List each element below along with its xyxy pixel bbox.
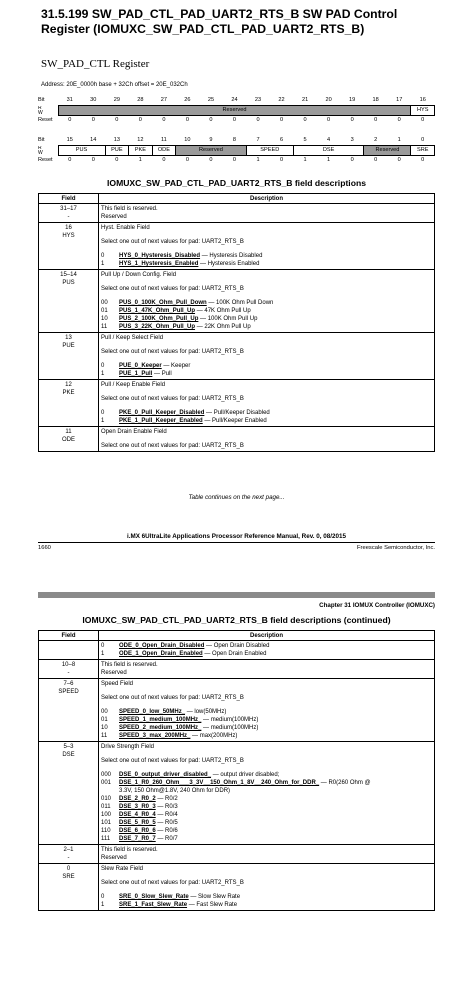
reset-val: 0 [279,157,284,163]
bit-num: 22 [278,97,285,103]
reset-val: 0 [68,117,72,123]
field-descriptions-table [38,193,435,452]
table-row [39,380,435,427]
register-diagram-upper [38,96,435,125]
value-code: 11 [101,733,108,739]
field-cell [39,223,99,270]
value-desc: — Fast Slew Rate [187,902,238,908]
value-code: 0 [101,643,105,649]
description-line: Reserved [101,855,127,861]
value-line [101,827,432,835]
value-line [101,787,432,795]
description-heading: Open Drain Enable Field [101,429,167,435]
table-continues: Table continues on the next page... [188,494,285,501]
bit-label: Bit [38,97,45,104]
value-desc: — 22K Ohm Pull Up [195,324,251,330]
field-bits: 2–1 [63,847,74,853]
col-field: Field [39,194,99,204]
value-line [101,811,432,819]
field-cell [39,380,99,427]
value-code: 00 [101,300,108,306]
table-row [39,270,435,333]
value-name: PKE_0_Pull_Keeper_Disabled [119,410,205,416]
field-bits: 10–8 [61,662,76,668]
reset-val: 1 [327,157,331,163]
upper-fields [38,106,435,116]
value-desc: — R0/7 [155,836,178,842]
value-line [101,803,432,811]
value-line [101,732,432,740]
value-code: 111 [101,836,111,842]
field-name: SRE [62,874,75,880]
value-desc: — Hysteresis Disabled [200,253,263,259]
field-bits: 31–17 [60,206,77,212]
reset-val: 0 [209,157,213,163]
description-heading: Pull Up / Down Config. Field [101,272,177,278]
value-desc: — 100K Ohm Pull Down [206,300,274,306]
value-line [101,708,432,716]
reset-val: 0 [421,117,425,123]
value-line [101,724,432,732]
field-cell [39,427,99,452]
reset-val: 0 [185,157,189,163]
col-field: Field [39,631,99,641]
value-name: SPEED_0_low_50MHz_ [119,709,186,715]
company-name: Freescale Semiconductor, Inc. [357,545,435,551]
description-cell [99,223,435,270]
value-desc: — medium(100MHz) [201,725,259,731]
value-line [101,901,432,909]
value-desc: — medium(100MHz) [201,717,259,723]
dse-field: DSE [293,146,364,156]
reset-val: 0 [421,157,425,163]
field-cell [39,679,99,742]
field-name: ODE [61,437,75,443]
rw-label: R W [38,105,43,116]
value-desc: — R0/6 [155,828,178,834]
col-description: Description [99,631,435,641]
description-cell [99,641,435,660]
value-name: SPEED_1_medium_100MHz_ [119,717,202,723]
field-name: DSE [62,752,75,758]
value-name: HYS_1_Hysteresis_Enabled [119,261,199,267]
table-row [39,204,435,223]
description-cell [99,742,435,845]
table-header [39,631,435,641]
value-code: 0 [101,894,105,900]
pke-field: PKE [129,146,153,156]
field-bits: 0 [66,866,71,872]
value-code: 00 [101,709,108,715]
value-line [101,650,432,658]
field-name: - [67,214,70,220]
description-heading: Pull / Keep Select Field [101,335,164,341]
value-code: 110 [101,828,111,834]
value-name: ODE_1_Open_Drain_Enabled [119,651,203,657]
value-name: SPEED_2_medium_100MHz_ [119,725,202,731]
reset-val: 0 [91,157,95,163]
value-name: SRE_0_Slow_Slew_Rate [119,894,189,900]
description-cell [99,660,435,679]
upper-reset-values [38,116,435,126]
value-code: 1 [101,261,105,267]
select-text: Select one out of next values for pad: UART2_RTS_B [101,396,244,402]
bit-num: 0 [421,137,425,143]
field-cell [39,845,99,864]
table-header [39,194,435,204]
description-cell [99,270,435,333]
field-descriptions-table-continued [38,630,435,911]
field-cell [39,333,99,380]
value-line [101,260,432,268]
reset-val: 0 [138,117,142,123]
table-row [39,641,435,660]
field-name: - [67,670,70,676]
value-code: 01 [101,717,108,723]
field-cell [39,742,99,845]
value-desc: — R0/3 [155,804,178,810]
field-name: HYS [62,233,75,239]
field-bits: 12 [65,382,72,388]
bit-num: 15 [66,137,73,143]
value-name: PKE_1_Pull_Keeper_Enabled [119,418,203,424]
reset-val: 0 [397,157,401,163]
lower-reset-values [38,156,435,166]
value-name: PUS_2_100K_Ohm_Pull_Up [119,316,199,322]
value-line [101,642,432,650]
value-code: 010 [101,796,112,802]
value-desc: 3.3V, 150 Ohm@1.8V, 240 Ohm for DDR) [119,788,231,794]
value-name: DSE_6_R0_6 [119,828,156,834]
reset-val: 1 [256,157,260,163]
value-code: 000 [101,772,112,778]
field-bits: 15–14 [60,272,77,278]
value-name: PUS_3_22K_Ohm_Pull_Up [119,324,196,330]
value-name: ODE_0_Open_Drain_Disabled [119,643,205,649]
description-cell [99,679,435,742]
bit-num: 26 [184,97,191,103]
page-top-bar [38,592,435,598]
lower-bit-numbers [38,136,435,146]
field-bits: 5–3 [63,744,74,750]
reset-val: 1 [138,157,142,163]
value-name: PUS_1_47K_Ohm_Pull_Up [119,308,196,314]
field-bits: 13 [65,335,72,341]
value-name: DSE_2_R0_2 [119,796,156,802]
reset-val: 0 [350,157,354,163]
select-text: Select one out of next values for pad: UART2_RTS_B [101,286,244,292]
bit-num: 14 [90,137,97,143]
description-line: This field is reserved. [101,662,158,668]
field-name: PUE [62,343,75,349]
reset-label: Reset [38,156,53,163]
value-desc: — low(50MHz) [185,709,227,715]
value-code: 11 [101,324,108,330]
value-line [101,893,432,901]
chapter-title: Chapter 31 IOMUX Controller (IOMUXC) [319,602,435,609]
value-name: PUE_0_Keeper [119,363,162,369]
select-text: Select one out of next values for pad: UART2_RTS_B [101,695,244,701]
field-bits: 7–6 [63,681,74,687]
pue-field: PUE [105,146,129,156]
bit-label: Bit [38,137,45,144]
reset-label: Reset [38,116,53,123]
table-row [39,679,435,742]
reset-val: 0 [68,157,72,163]
select-text: Select one out of next values for pad: UART2_RTS_B [101,349,244,355]
hys-field: HYS [411,106,435,116]
field-cell [39,641,99,660]
bit-num: 16 [419,97,426,103]
value-desc: — 47K Ohm Pull Up [195,308,251,314]
reset-val: 0 [397,117,401,123]
description-heading: Pull / Keep Enable Field [101,382,166,388]
reset-val: 0 [232,117,237,123]
bit-num: 19 [349,97,356,103]
reset-val: 0 [256,117,260,123]
register-diagram-lower [38,136,435,165]
value-code: 1 [101,902,105,908]
bit-num: 24 [231,97,238,103]
value-line [101,819,432,827]
reset-val: 0 [162,117,166,123]
value-code: 101 [101,820,112,826]
bit-num: 25 [207,97,215,103]
value-line [101,779,432,787]
value-code: 10 [101,316,108,322]
bit-num: 20 [325,97,332,103]
value-desc: — output driver disabled; [211,772,280,778]
reset-val: 0 [303,117,307,123]
bit-num: 8 [232,137,237,143]
value-desc: — Pull [152,371,172,377]
bit-num: 6 [279,137,284,143]
reset-val: 0 [185,117,189,123]
description-cell [99,427,435,452]
bit-num: 4 [327,137,331,143]
bit-num: 1 [397,137,401,143]
value-desc: — Hysteresis Enabled [198,261,260,267]
bit-num: 17 [396,97,403,103]
bit-num: 5 [303,137,307,143]
value-desc: — R0/2 [155,796,178,802]
value-line [101,307,432,315]
value-code: 0 [101,410,105,416]
register-address: Address: 20E_0000h base + 32Ch offset = 20E_032Ch [41,82,188,88]
value-desc: — Pull/Keeper Enabled [202,418,267,424]
bit-num: 27 [160,97,167,103]
value-code: 001 [101,780,112,786]
value-line [101,362,432,370]
value-line [101,795,432,803]
value-desc: — R0(260 Ohm @ [319,780,371,786]
value-desc: — Open Drain Disabled [204,643,270,649]
bit-num: 13 [113,137,120,143]
value-name: SPEED_3_max_200MHz_ [119,733,191,739]
select-text: Select one out of next values for pad: UART2_RTS_B [101,239,244,245]
table-row [39,333,435,380]
value-name: DSE_4_R0_4 [119,812,156,818]
field-name: SPEED [58,689,79,695]
col-description: Description [99,194,435,204]
value-line [101,315,432,323]
value-code: 100 [101,812,112,818]
select-text: Select one out of next values for pad: UART2_RTS_B [101,758,244,764]
section-title: 31.5.199 SW_PAD_CTL_PAD_UART2_RTS_B SW PAD Control Register (IOMUXC_SW_PAD_CTL_PAD_UART2_RTS_B) [41,7,398,36]
field-bits: 16 [65,225,72,231]
manual-title: i.MX 6UltraLite Applications Processor Reference Manual, Rev. 0, 08/2015 [126,533,347,540]
value-desc: — R0/5 [155,820,178,826]
description-cell [99,204,435,223]
value-desc: — Pull/Keeper Disabled [204,410,270,416]
value-name: DSE_1_R0_260_Ohm___3_3V__150_Ohm_1_8V__240_Ohm_for_DDR_ [119,780,320,786]
reset-val: 0 [115,157,119,163]
table-row [39,864,435,911]
pus-field: PUS [58,146,105,156]
bit-num: 30 [90,97,97,103]
register-subtitle: SW_PAD_CTL Register [41,58,150,70]
description-cell [99,333,435,380]
bit-num: 23 [254,97,262,103]
reset-val: 1 [303,157,307,163]
select-text: Select one out of next values for pad: UART2_RTS_B [101,443,244,449]
field-name: - [67,855,70,861]
value-line [101,409,432,417]
value-line [101,299,432,307]
page-number: 1660 [38,545,51,551]
value-desc: — 100K Ohm Pull Up [198,316,258,322]
bit-num: 10 [184,137,191,143]
field-cell [39,864,99,911]
reserved-field: Reserved [58,106,411,116]
table-row [39,660,435,679]
value-desc: — Keeper [161,363,191,369]
value-name: HYS_0_Hysteresis_Disabled [119,253,201,259]
reset-val: 0 [327,117,331,123]
field-bits: 11 [65,429,72,435]
description-cell [99,845,435,864]
value-code: 01 [101,308,108,314]
value-name: DSE_5_R0_5 [119,820,156,826]
table-row [39,845,435,864]
upper-bit-numbers [38,96,435,106]
reset-val: 0 [115,117,119,123]
value-line [101,252,432,260]
description-cell [99,864,435,911]
ode-field: ODE [152,146,176,156]
value-line [101,370,432,378]
value-desc: — Slow Slew Rate [188,894,241,900]
value-line [101,771,432,779]
description-line: This field is reserved. [101,206,158,212]
reset-val: 0 [162,157,166,163]
bit-num: 31 [66,97,73,103]
bit-num: 18 [372,97,379,103]
sre-field: SRE [411,146,435,156]
description-cell [99,380,435,427]
bit-num: 29 [113,97,120,103]
value-desc: — R0/4 [155,812,178,818]
reset-val: 0 [350,117,354,123]
description-heading: Slew Rate Field [101,866,144,872]
description-heading: Drive Strength Field [101,744,155,750]
description-heading: Hyst. Enable Field [101,225,150,231]
reset-val: 0 [232,157,237,163]
value-name: PUE_1_Pull [119,371,153,377]
value-desc: — max(200MHz) [190,733,238,739]
value-code: 0 [101,253,105,259]
value-code: 011 [101,804,111,810]
reset-val: 0 [209,117,213,123]
value-code: 1 [101,418,105,424]
value-line [101,835,432,843]
bit-num: 7 [256,137,260,143]
value-name: DSE_0_output_driver_disabled_ [119,772,212,778]
value-line [101,323,432,331]
value-name: DSE_3_R0_3 [119,804,156,810]
value-code: 1 [101,371,105,377]
reset-val: 0 [279,117,284,123]
speed-field: SPEED [246,146,293,156]
value-desc: — Open Drain Enabled [202,651,267,657]
value-code: 1 [101,651,105,657]
description-line: Reserved [101,670,127,676]
description-line: Reserved [101,214,127,220]
field-cell [39,270,99,333]
table-row [39,742,435,845]
value-name: DSE_7_R0_7 [119,836,156,842]
value-name: PUS_0_100K_Ohm_Pull_Down [119,300,207,306]
table-caption-continued: IOMUXC_SW_PAD_CTL_PAD_UART2_RTS_B field descriptions (continued) [82,615,391,625]
reserved-field: Reserved [364,146,411,156]
value-line [101,716,432,724]
bit-num: 3 [350,137,354,143]
reset-val: 0 [91,117,95,123]
value-name: SRE_1_Fast_Slew_Rate [119,902,188,908]
description-heading: Speed Field [101,681,134,687]
lower-fields [38,146,435,156]
value-line [101,417,432,425]
bit-num: 12 [137,137,144,143]
select-text: Select one out of next values for pad: UART2_RTS_B [101,880,244,886]
field-name: PUS [62,280,75,286]
field-cell [39,660,99,679]
reset-val: 0 [374,157,378,163]
value-code: 10 [101,725,108,731]
bit-num: 11 [160,137,167,143]
table-caption: IOMUXC_SW_PAD_CTL_PAD_UART2_RTS_B field descriptions [107,178,366,188]
field-name: PKE [62,390,75,396]
rw-label: R W [38,145,43,156]
reset-val: 0 [374,117,378,123]
value-code: 0 [101,363,105,369]
bit-num: 9 [209,137,213,143]
table-row [39,427,435,452]
bit-num: 21 [301,97,309,103]
reserved-field: Reserved [176,146,247,156]
footer-divider [38,542,435,543]
bit-num: 2 [374,137,378,143]
field-cell [39,204,99,223]
table-row [39,223,435,270]
bit-num: 28 [137,97,144,103]
description-line: This field is reserved. [101,847,158,853]
